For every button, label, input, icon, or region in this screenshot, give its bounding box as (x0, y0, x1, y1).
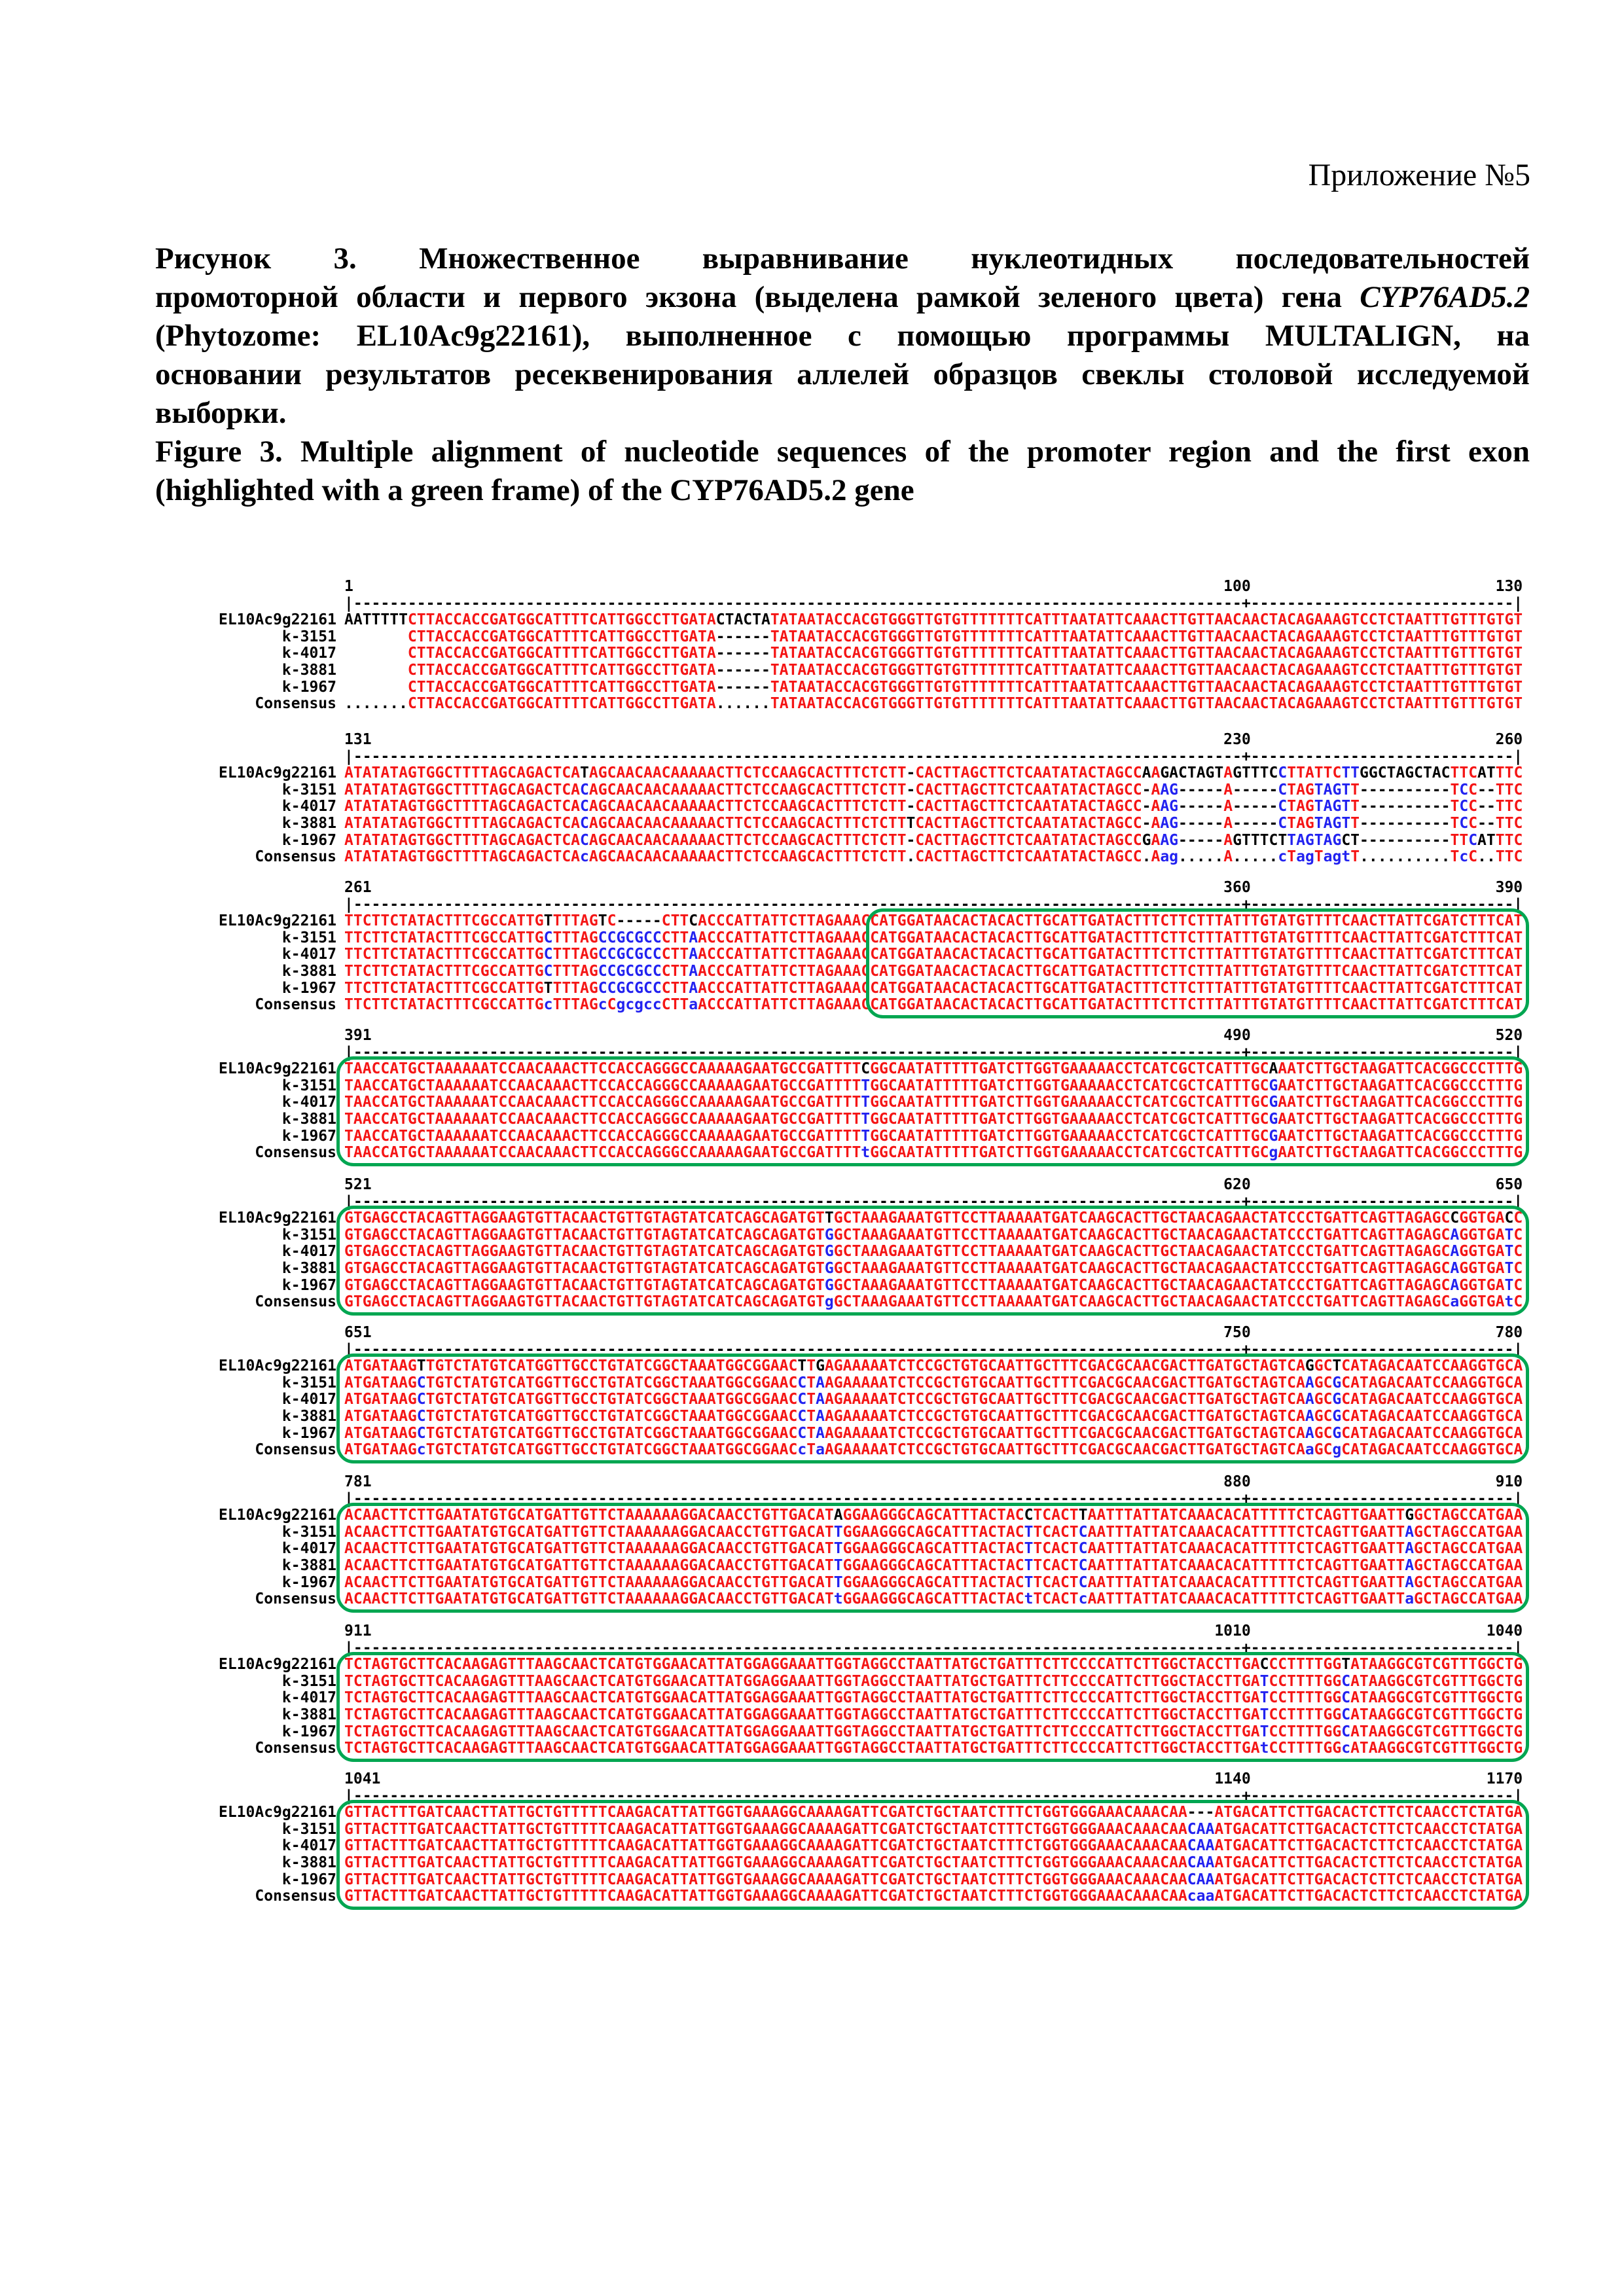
alignment-block-521 (216, 1177, 1564, 1311)
ruler-labels: 131 230 260 (344, 731, 1523, 748)
ruler-label-spacer (216, 1028, 344, 1045)
sequence-row-k-3881: TAACCATGCTAAAAAATCCAACAAACTTCCACCAGGGCCAAAAAGAATGCCGATTTTTGGCAATATTTTTGATCTTGGTGAAAAACCTCATCGCTCATTTGCGAATCTTGCTAAGATTCACGGCCCTTTG (344, 1110, 1523, 1128)
row-label: k-3151 (281, 1077, 336, 1094)
alignment-block-1 (216, 579, 1564, 713)
row-label: k-3151 (281, 1672, 336, 1690)
ruler-label-spacer (216, 579, 344, 596)
sequence-row-Consensus: ATATATAGTGGCTTTTAGCAGACTCAcAGCAACAACAAAAACTTCTCCAAGCACTTTCTCTT.CACTTAGCTTCTCAATATACTAGCC.Aag.....A.....cTagTagtT..........TcC..TTC (344, 848, 1523, 866)
sequence-row-EL10Ac9g22161: GTGAGCCTACAGTTAGGAAGTGTTACAACTGTTGTAGTATCATCAGCAGATGTTGCTAAAGAAATGTTCCTTAAAAATGATCAAGCACTTGCTAACAGAACTATCCCTGATTCAGTTAGAGCCGGTGACC (344, 1210, 1523, 1227)
caption-text: (Phytozome: EL10Ac9g22161), выполненное с помощью программы MULTALIGN, на (155, 319, 1530, 353)
sequence-row-k-1967: TAACCATGCTAAAAAATCCAACAAACTTCCACCAGGGCCAAAAAGAATGCCGATTTTTGGCAATATTTTTGATCTTGGTGAAAAACCTCATCGCTCATTTGCGAATCTTGCTAAGATTCACGGCCCTTTG (344, 1127, 1523, 1145)
ruler-line: |--------------------------------------------------------------------------------------------------+-----------------------------| (344, 1639, 1523, 1657)
row-label: k-3151 (281, 1820, 336, 1838)
alignment-block-651 (216, 1325, 1564, 1459)
sequence-row-k-1967: TCTAGTGCTTCACAAGAGTTTAAGCAACTCATGTGGAACATTATGGAGGAAATTGGTAGGCCTAATTATGCTGATTTCTTCCCCATTCTTGGCTACCTTGATCCTTTTGGCATAAGGCGTCGTTTGGCTG (344, 1723, 1523, 1740)
ruler-line: |--------------------------------------------------------------------------------------------------+-----------------------------| (344, 594, 1523, 612)
sequence-row-Consensus: ACAACTTCTTGAATATGTGCATGATTGTTCTAAAAAAGGACAACCTGTTGACATtGGAAGGGCAGCATTTACTACtTCACTcAATTTATTATCAAACACATTTTTCTCAGTTGAATTaGCTAGCCATGAA (344, 1590, 1523, 1608)
caption-text: основании результатов ресеквенирования аллелей образцов свеклы столовой исследуемой (155, 357, 1530, 391)
alignment-block-1041 (216, 1771, 1564, 1905)
sequence-row-EL10Ac9g22161: ATATATAGTGGCTTTTAGCAGACTCATAGCAACAACAAAAACTTCTCCAAGCACTTTCTCTT-CACTTAGCTTCTCAATATACTAGCCAAGACTAGTAGTTTCCTTATTCTTGGCTAGCTACTTCATTTC (344, 764, 1523, 782)
row-label: k-4017 (281, 1837, 336, 1855)
ruler-line-spacer (216, 1342, 344, 1359)
row-label: k-3881 (281, 814, 336, 832)
ruler-line: |--------------------------------------------------------------------------------------------------+-----------------------------| (344, 747, 1523, 765)
ruler-line: |--------------------------------------------------------------------------------------------------+-----------------------------| (344, 1787, 1523, 1804)
row-label: k-4017 (281, 1094, 336, 1111)
ruler-labels: 911 1010 1040 (344, 1623, 1523, 1640)
ruler-line-spacer (216, 596, 344, 613)
sequence-row-k-1967: TTCTTCTATACTTTCGCCATTGTTTTAGCCGCGCCCTTAACCCATTATTCTTAGAAACCATGGATAACACTACACTTGCATTGATACTTTCTTCTTTATTTGTATGTTTTCAACTTATTCGATCTTTCAT (344, 979, 1523, 997)
sequence-row-k-4017: GTGAGCCTACAGTTAGGAAGTGTTACAACTGTTGTAGTATCATCAGCAGATGTGGCTAAAGAAATGTTCCTTAAAAATGATCAAGCACTTGCTAACAGAACTATCCCTGATTCAGTTAGAGCAGGTGATC (344, 1243, 1523, 1261)
row-label: EL10Ac9g22161 (218, 1210, 336, 1227)
gene-name: CYP76AD5.2 (1360, 280, 1530, 314)
sequence-row-EL10Ac9g22161: ACAACTTCTTGAATATGTGCATGATTGTTCTAAAAAAGGACAACCTGTTGACATAGGAAGGGCAGCATTTACTACCTCACTTAATTTATTATCAAACACATTTTTCTCAGTTGAATTGGCTAGCCATGAA (344, 1507, 1523, 1524)
row-label: Consensus (255, 1441, 336, 1459)
row-label: k-3881 (281, 1706, 336, 1723)
caption-text: промоторной области и первого экзона (выделена рамкой зеленого цвета) гена (155, 280, 1360, 314)
sequence-row-k-3881: GTGAGCCTACAGTTAGGAAGTGTTACAACTGTTGTAGTATCATCAGCAGATGTGGCTAAAGAAATGTTCCTTAAAAATGATCAAGCACTTGCTAACAGAACTATCCCTGATTCAGTTAGAGCAGGTGATC (344, 1259, 1523, 1277)
ruler-label-spacer (216, 1177, 344, 1194)
sequence-row-Consensus: GTGAGCCTACAGTTAGGAAGTGTTACAACTGTTGTAGTATCATCAGCAGATGTgGCTAAAGAAATGTTCCTTAAAAATGATCAAGCACTTGCTAACAGAACTATCCCTGATTCAGTTAGAGCaGGTGAtC (344, 1293, 1523, 1311)
row-label: Consensus (255, 1590, 336, 1608)
row-label: Consensus (255, 848, 336, 866)
sequence-row-k-1967: ACAACTTCTTGAATATGTGCATGATTGTTCTAAAAAAGGACAACCTGTTGACATTGGAAGGGCAGCATTTACTACTTCACTCAATTTATTATCAAACACATTTTTCTCAGTTGAATTAGCTAGCCATGAA (344, 1573, 1523, 1591)
row-label: k-1967 (281, 831, 336, 849)
row-label: k-3151 (281, 929, 336, 946)
ruler-line-spacer (216, 1788, 344, 1805)
ruler-label-spacer (216, 1325, 344, 1342)
row-label: k-3151 (281, 628, 336, 645)
row-label: k-3881 (281, 1110, 336, 1128)
sequence-row-k-4017: TCTAGTGCTTCACAAGAGTTTAAGCAACTCATGTGGAACATTATGGAGGAAATTGGTAGGCCTAATTATGCTGATTTCTTCCCCATTCTTGGCTACCTTGATCCTTTTGGCATAAGGCGTCGTTTGGCTG (344, 1689, 1523, 1707)
ruler-line: |--------------------------------------------------------------------------------------------------+-----------------------------| (344, 1193, 1523, 1210)
alignment-block-261 (216, 880, 1564, 1014)
row-label: k-1967 (281, 1871, 336, 1888)
row-label: EL10Ac9g22161 (218, 1507, 336, 1524)
sequence-row-Consensus: TAACCATGCTAAAAAATCCAACAAACTTCCACCAGGGCCAAAAAGAATGCCGATTTTtGGCAATATTTTTGATCTTGGTGAAAAACCTCATCGCTCATTTGCgAATCTTGCTAAGATTCACGGCCCTTTG (344, 1144, 1523, 1162)
row-label: EL10Ac9g22161 (218, 1804, 336, 1821)
row-label: k-3151 (281, 1226, 336, 1244)
row-label: k-3151 (281, 1523, 336, 1541)
row-label: k-3881 (281, 661, 336, 679)
sequence-row-k-3151: ATATATAGTGGCTTTTAGCAGACTCACAGCAACAACAAAAACTTCTCCAAGCACTTTCTCTT-CACTTAGCTTCTCAATATACTAGCC-AAG-----A-----CTAGTAGTT----------TCC--TTC (344, 781, 1523, 798)
row-label: EL10Ac9g22161 (218, 1357, 336, 1375)
sequence-row-k-4017: ATGATAAGCTGTCTATGTCATGGTTGCCTGTATCGGCTAAATGGCGGAACCTAAGAAAAATCTCCGCTGTGCAATTGCTTTCGACGCAACGACTTGATGCTAGTCAAGCGCATAGACAATCCAAGGTGCA (344, 1391, 1523, 1408)
caption-text: Figure 3. Multiple alignment of nucleotide sequences of the promoter region and the first exon (155, 435, 1530, 469)
ruler-labels: 391 490 520 (344, 1027, 1523, 1044)
ruler-line: |--------------------------------------------------------------------------------------------------+-----------------------------| (344, 1043, 1523, 1061)
sequence-row-k-3151: GTGAGCCTACAGTTAGGAAGTGTTACAACTGTTGTAGTATCATCAGCAGATGTGGCTAAAGAAATGTTCCTTAAAAATGATCAAGCACTTGCTAACAGAACTATCCCTGATTCAGTTAGAGCAGGTGATC (344, 1226, 1523, 1244)
sequence-row-EL10Ac9g22161: TTCTTCTATACTTTCGCCATTGTTTTAGTC-----CTTCACCCATTATTCTTAGAAACCATGGATAACACTACACTTGCATTGATACTTTCTTCTTTATTTGTATGTTTTCAACTTATTCGATCTTTCAT (344, 912, 1523, 930)
ruler-line-spacer (216, 1491, 344, 1508)
sequence-row-k-3151: CTTACCACCGATGGCATTTTCATTGGCCTTGATA------TATAATACCACGTGGGTTGTGTTTTTTTCATTTAATATTCAAACTTGTTAACAACTACAGAAAGTCCTCTAATTTGTTTGTGT (344, 628, 1523, 645)
row-label: k-4017 (281, 946, 336, 963)
row-label: k-4017 (281, 1689, 336, 1707)
ruler-labels: 521 620 650 (344, 1176, 1523, 1193)
caption-text: Рисунок 3. Множественное выравнивание нуклеотидных последовательностей (155, 242, 1530, 276)
row-label: EL10Ac9g22161 (218, 1656, 336, 1674)
ruler-line-spacer (216, 1045, 344, 1062)
alignment-block-781 (216, 1474, 1564, 1608)
sequence-row-k-1967: GTGAGCCTACAGTTAGGAAGTGTTACAACTGTTGTAGTATCATCAGCAGATGTGGCTAAAGAAATGTTCCTTAAAAATGATCAAGCACTTGCTAACAGAACTATCCCTGATTCAGTTAGAGCAGGTGATC (344, 1276, 1523, 1294)
row-label: k-1967 (281, 678, 336, 696)
sequence-row-EL10Ac9g22161: TCTAGTGCTTCACAAGAGTTTAAGCAACTCATGTGGAACATTATGGAGGAAATTGGTAGGCCTAATTATGCTGATTTCTTCCCCATTCTTGGCTACCTTGACCCTTTTGGTATAAGGCGTCGTTTGGCTG (344, 1656, 1523, 1674)
sequence-row-k-1967: GTTACTTTGATCAACTTATTGCTGTTTTTCAAGACATTATTGGTGAAAGGCAAAAGATTCGATCTGCTAATCTTTCTGGTGGGAAACAAACAACAAATGACATTCTTGACACTCTTCTCAACCTCTATGA (344, 1871, 1523, 1888)
row-label: EL10Ac9g22161 (218, 764, 336, 782)
sequence-row-k-3881: ACAACTTCTTGAATATGTGCATGATTGTTCTAAAAAAGGACAACCTGTTGACATTGGAAGGGCAGCATTTACTACTTCACTCAATTTATTATCAAACACATTTTTCTCAGTTGAATTAGCTAGCCATGAA (344, 1556, 1523, 1574)
row-label: k-4017 (281, 1391, 336, 1408)
sequence-row-k-1967: CTTACCACCGATGGCATTTTCATTGGCCTTGATA------TATAATACCACGTGGGTTGTGTTTTTTTCATTTAATATTCAAACTTGTTAACAACTACAGAAAGTCCTCTAATTTGTTTGTGT (344, 678, 1523, 696)
sequence-row-k-4017: ATATATAGTGGCTTTTAGCAGACTCACAGCAACAACAAAAACTTCTCCAAGCACTTTCTCTT-CACTTAGCTTCTCAATATACTAGCC-AAG-----A-----CTAGTAGTT----------TCC--TTC (344, 798, 1523, 816)
sequence-row-k-4017: GTTACTTTGATCAACTTATTGCTGTTTTTCAAGACATTATTGGTGAAAGGCAAAAGATTCGATCTGCTAATCTTTCTGGTGGGAAACAAACAACAAATGACATTCTTGACACTCTTCTCAACCTCTATGA (344, 1837, 1523, 1855)
row-label: EL10Ac9g22161 (218, 611, 336, 629)
row-label: k-4017 (281, 1243, 336, 1261)
ruler-labels: 1041 1140 1170 (344, 1770, 1523, 1787)
appendix-label: Приложение №5 (1308, 158, 1530, 192)
row-label: k-3881 (281, 1259, 336, 1277)
ruler-labels: 1 100 130 (344, 578, 1523, 595)
ruler-line: |--------------------------------------------------------------------------------------------------+-----------------------------| (344, 1490, 1523, 1507)
row-label: k-1967 (281, 1573, 336, 1591)
sequence-row-k-3881: TCTAGTGCTTCACAAGAGTTTAAGCAACTCATGTGGAACATTATGGAGGAAATTGGTAGGCCTAATTATGCTGATTTCTTCCCCATTCTTGGCTACCTTGATCCTTTTGGCATAAGGCGTCGTTTGGCTG (344, 1706, 1523, 1723)
ruler-labels: 261 360 390 (344, 879, 1523, 896)
row-label: Consensus (255, 1888, 336, 1905)
row-label: k-3151 (281, 781, 336, 798)
sequence-row-k-4017: TAACCATGCTAAAAAATCCAACAAACTTCCACCAGGGCCAAAAAGAATGCCGATTTTTGGCAATATTTTTGATCTTGGTGAAAAACCTCATCGCTCATTTGCGAATCTTGCTAAGATTCACGGCCCTTTG (344, 1094, 1523, 1111)
ruler-label-spacer (216, 732, 344, 749)
alignment-block-391 (216, 1028, 1564, 1162)
sequence-row-k-3881: ATGATAAGCTGTCTATGTCATGGTTGCCTGTATCGGCTAAATGGCGGAACCTAAGAAAAATCTCCGCTGTGCAATTGCTTTCGACGCAACGACTTGATGCTAGTCAAGCGCATAGACAATCCAAGGTGCA (344, 1407, 1523, 1425)
alignment-figure (216, 0, 1564, 1964)
row-label: k-1967 (281, 1723, 336, 1740)
sequence-row-Consensus: TCTAGTGCTTCACAAGAGTTTAAGCAACTCATGTGGAACATTATGGAGGAAATTGGTAGGCCTAATTATGCTGATTTCTTCCCCATTCTTGGCTACCTTGAtCCTTTTGGcATAAGGCGTCGTTTGGCTG (344, 1740, 1523, 1757)
sequence-row-k-3151: GTTACTTTGATCAACTTATTGCTGTTTTTCAAGACATTATTGGTGAAAGGCAAAAGATTCGATCTGCTAATCTTTCTGGTGGGAAACAAACAACAAATGACATTCTTGACACTCTTCTCAACCTCTATGA (344, 1820, 1523, 1838)
sequence-row-k-3151: TAACCATGCTAAAAAATCCAACAAACTTCCACCAGGGCCAAAAAGAATGCCGATTTTTGGCAATATTTTTGATCTTGGTGAAAAACCTCATCGCTCATTTGCGAATCTTGCTAAGATTCACGGCCCTTTG (344, 1077, 1523, 1094)
row-label: k-1967 (281, 1424, 336, 1442)
row-label: k-3881 (281, 962, 336, 980)
row-label: EL10Ac9g22161 (218, 912, 336, 930)
row-label: k-1967 (281, 1276, 336, 1294)
sequence-row-EL10Ac9g22161: TAACCATGCTAAAAAATCCAACAAACTTCCACCAGGGCCAAAAAGAATGCCGATTTTCGGCAATATTTTTGATCTTGGTGAAAAACCTCATCGCTCATTTGCAAATCTTGCTAAGATTCACGGCCCTTTG (344, 1060, 1523, 1078)
ruler-label-spacer (216, 1623, 344, 1640)
ruler-line: |--------------------------------------------------------------------------------------------------+-----------------------------| (344, 1340, 1523, 1358)
row-label: EL10Ac9g22161 (218, 1060, 336, 1078)
alignment-block-131 (216, 732, 1564, 866)
ruler-line: |--------------------------------------------------------------------------------------------------+-----------------------------| (344, 895, 1523, 913)
row-label: Consensus (255, 1293, 336, 1311)
row-label: k-4017 (281, 1540, 336, 1558)
sequence-row-k-3881: ATATATAGTGGCTTTTAGCAGACTCACAGCAACAACAAAAACTTCTCCAAGCACTTTCTCTTTCACTTAGCTTCTCAATATACTAGCC-AAG-----A-----CTAGTAGTT----------TCC--TTC (344, 814, 1523, 832)
row-label: k-3151 (281, 1374, 336, 1391)
sequence-row-k-4017: ACAACTTCTTGAATATGTGCATGATTGTTCTAAAAAAGGACAACCTGTTGACATTGGAAGGGCAGCATTTACTACTTCACTCAATTTATTATCAAACACATTTTTCTCAGTTGAATTAGCTAGCCATGAA (344, 1540, 1523, 1558)
sequence-row-k-3151: ACAACTTCTTGAATATGTGCATGATTGTTCTAAAAAAGGACAACCTGTTGACATTGGAAGGGCAGCATTTACTACTTCACTCAATTTATTATCAAACACATTTTTCTCAGTTGAATTAGCTAGCCATGAA (344, 1523, 1523, 1541)
ruler-labels: 651 750 780 (344, 1324, 1523, 1341)
row-label: k-3881 (281, 1854, 336, 1871)
sequence-row-k-3881: TTCTTCTATACTTTCGCCATTGCTTTAGCCGCGCCCTTAACCCATTATTCTTAGAAACCATGGATAACACTACACTTGCATTGATACTTTCTTCTTTATTTGTATGTTTTCAACTTATTCGATCTTTCAT (344, 962, 1523, 980)
row-label: k-3881 (281, 1556, 336, 1574)
row-label: Consensus (255, 1740, 336, 1757)
sequence-row-k-3151: TTCTTCTATACTTTCGCCATTGCTTTAGCCGCGCCCTTAACCCATTATTCTTAGAAACCATGGATAACACTACACTTGCATTGATACTTTCTTCTTTATTTGTATGTTTTCAACTTATTCGATCTTTCAT (344, 929, 1523, 946)
row-label: Consensus (255, 1144, 336, 1162)
sequence-row-k-3881: CTTACCACCGATGGCATTTTCATTGGCCTTGATA------TATAATACCACGTGGGTTGTGTTTTTTTCATTTAATATTCAAACTTGTTAACAACTACAGAAAGTCCTCTAATTTGTTTGTGT (344, 661, 1523, 679)
sequence-row-k-3151: TCTAGTGCTTCACAAGAGTTTAAGCAACTCATGTGGAACATTATGGAGGAAATTGGTAGGCCTAATTATGCTGATTTCTTCCCCATTCTTGGCTACCTTGATCCTTTTGGCATAAGGCGTCGTTTGGCTG (344, 1672, 1523, 1690)
sequence-row-k-4017: CTTACCACCGATGGCATTTTCATTGGCCTTGATA------TATAATACCACGTGGGTTGTGTTTTTTTCATTTAATATTCAAACTTGTTAACAACTACAGAAAGTCCTCTAATTTGTTTGTGT (344, 645, 1523, 662)
sequence-row-Consensus: ATGATAAGcTGTCTATGTCATGGTTGCCTGTATCGGCTAAATGGCGGAACcTaAGAAAAATCTCCGCTGTGCAATTGCTTTCGACGCAACGACTTGATGCTAGTCAaGCgCATAGACAATCCAAGGTGCA (344, 1441, 1523, 1459)
sequence-row-k-4017: TTCTTCTATACTTTCGCCATTGCTTTAGCCGCGCCCTTAACCCATTATTCTTAGAAACCATGGATAACACTACACTTGCATTGATACTTTCTTCTTTATTTGTATGTTTTCAACTTATTCGATCTTTCAT (344, 946, 1523, 963)
ruler-line-spacer (216, 897, 344, 914)
row-label: k-4017 (281, 798, 336, 816)
sequence-row-Consensus: GTTACTTTGATCAACTTATTGCTGTTTTTCAAGACATTATTGGTGAAAGGCAAAAGATTCGATCTGCTAATCTTTCTGGTGGGAAACAAACAAcaaATGACATTCTTGACACTCTTCTCAACCTCTATGA (344, 1888, 1523, 1905)
row-label: k-4017 (281, 645, 336, 662)
ruler-line-spacer (216, 1194, 344, 1211)
row-label: k-1967 (281, 979, 336, 997)
row-label: Consensus (255, 695, 336, 713)
ruler-label-spacer (216, 1474, 344, 1491)
sequence-row-EL10Ac9g22161: AATTTTTCTTACCACCGATGGCATTTTCATTGGCCTTGATACTACTATATAATACCACGTGGGTTGTGTTTTTTTCATTTAATATTCAAACTTGTTAACAACTACAGAAAGTCCTCTAATTTGTTTGTGT (344, 611, 1523, 629)
row-label: Consensus (255, 996, 336, 1014)
sequence-row-k-3151: ATGATAAGCTGTCTATGTCATGGTTGCCTGTATCGGCTAAATGGCGGAACCTAAGAAAAATCTCCGCTGTGCAATTGCTTTCGACGCAACGACTTGATGCTAGTCAAGCGCATAGACAATCCAAGGTGCA (344, 1374, 1523, 1391)
alignment-block-911 (216, 1623, 1564, 1757)
sequence-row-Consensus: .......CTTACCACCGATGGCATTTTCATTGGCCTTGATA......TATAATACCACGTGGGTTGTGTTTTTTTCATTTAATATTCAAACTTGTTAACAACTACAGAAAGTCCTCTAATTTGTTTGTGT (344, 695, 1523, 713)
caption-text: (highlighted with a green frame) of the CYP76AD5.2 gene (155, 473, 914, 507)
sequence-row-EL10Ac9g22161: ATGATAAGTTGTCTATGTCATGGTTGCCTGTATCGGCTAAATGGCGGAACTTGAGAAAAATCTCCGCTGTGCAATTGCTTTCGACGCAACGACTTGATGCTAGTCAGGCTCATAGACAATCCAAGGTGCA (344, 1357, 1523, 1375)
row-label: k-1967 (281, 1127, 336, 1145)
sequence-row-k-1967: ATGATAAGCTGTCTATGTCATGGTTGCCTGTATCGGCTAAATGGCGGAACCTAAGAAAAATCTCCGCTGTGCAATTGCTTTCGACGCAACGACTTGATGCTAGTCAAGCGCATAGACAATCCAAGGTGCA (344, 1424, 1523, 1442)
row-label: k-3881 (281, 1407, 336, 1425)
caption-text: выборки. (155, 396, 287, 430)
sequence-row-EL10Ac9g22161: GTTACTTTGATCAACTTATTGCTGTTTTTCAAGACATTATTGGTGAAAGGCAAAAGATTCGATCTGCTAATCTTTCTGGTGGGAAACAAACAA---ATGACATTCTTGACACTCTTCTCAACCTCTATGA (344, 1804, 1523, 1821)
sequence-row-Consensus: TTCTTCTATACTTTCGCCATTGcTTTAGcCgcgccCTTaACCCATTATTCTTAGAAACCATGGATAACACTACACTTGCATTGATACTTTCTTCTTTATTTGTATGTTTTCAACTTATTCGATCTTTCAT (344, 996, 1523, 1014)
ruler-line-spacer (216, 1640, 344, 1657)
ruler-line-spacer (216, 749, 344, 766)
ruler-labels: 781 880 910 (344, 1473, 1523, 1490)
ruler-label-spacer (216, 880, 344, 897)
ruler-label-spacer (216, 1771, 344, 1788)
sequence-row-k-3881: GTTACTTTGATCAACTTATTGCTGTTTTTCAAGACATTATTGGTGAAAGGCAAAAGATTCGATCTGCTAATCTTTCTGGTGGGAAACAAACAACAAATGACATTCTTGACACTCTTCTCAACCTCTATGA (344, 1854, 1523, 1871)
sequence-row-k-1967: ATATATAGTGGCTTTTAGCAGACTCACAGCAACAACAAAAACTTCTCCAAGCACTTTCTCTT-CACTTAGCTTCTCAATATACTAGCCGAAG-----AGTTTCTTAGTAGCT----------TTCATTTC (344, 831, 1523, 849)
